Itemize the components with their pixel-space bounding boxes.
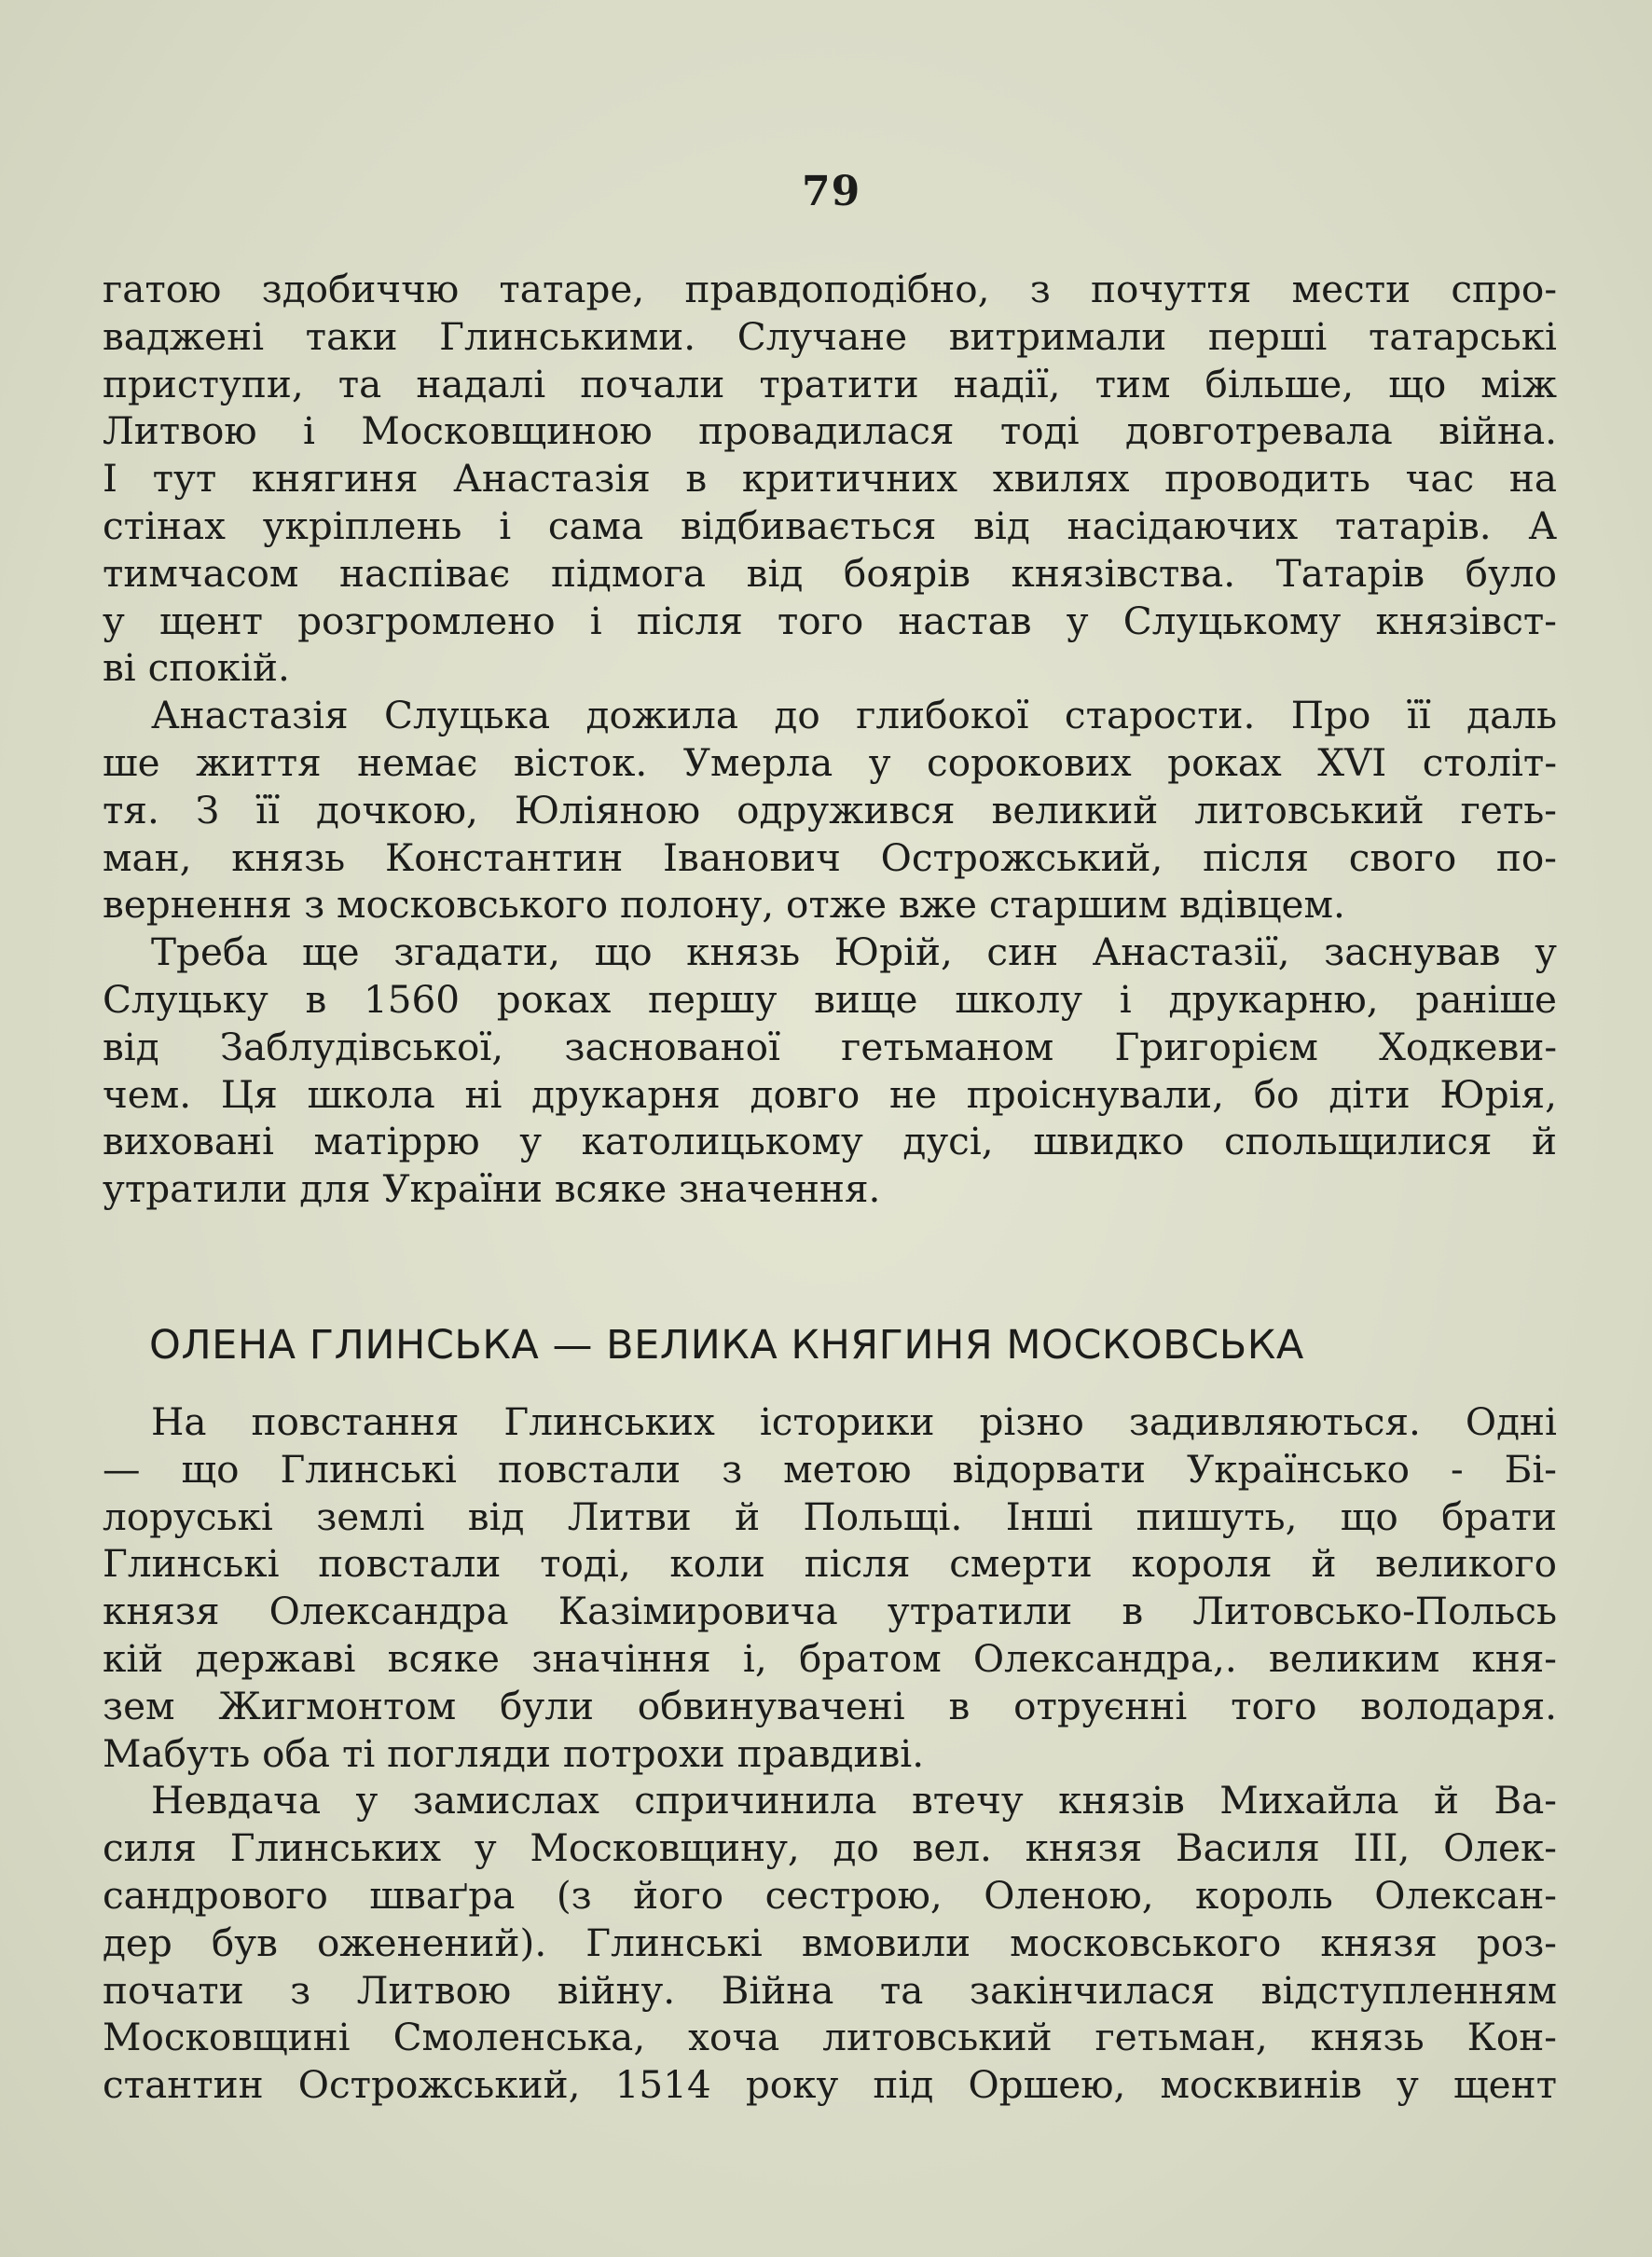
text-line: ваджені таки Глинськими. Случане витримали перші татарські <box>103 313 1557 359</box>
paragraph-4 <box>103 1398 1557 1777</box>
text-line: Треба ще згадати, що князь Юрій, син Анастазії, заснував у <box>151 929 1557 975</box>
text-line: Слуцьку в 1560 роках першу вище школу і друкарню, раніше <box>103 976 1557 1022</box>
text-line: гатою здобиччю татаре, правдоподібно, з почуття мести спро- <box>103 267 1557 311</box>
text-line: Мабуть оба ті погляди потрохи правдиві. <box>103 1730 925 1776</box>
text-line: ман, князь Константин Іванович Острожський, після свого по- <box>103 834 1557 880</box>
text-line: від Заблудівської, заснованої гетьманом Григорієм Ходкеви- <box>103 1024 1557 1069</box>
text-line: князя Олександра Казімировича утратили в Литовсько-Польсь <box>103 1589 1557 1634</box>
text-line: сандрового шваґра (з його сестрою, Оленою, король Олексан- <box>103 1872 1557 1918</box>
text-line: кій державі всяке значіння і, братом Олександра,. великим кня- <box>103 1635 1557 1681</box>
text-line: Глинські повстали тоді, коли після смерти короля й великого <box>103 1541 1557 1587</box>
text-line: виховані матіррю у католицькому дусі, швидко спольщилися й <box>103 1119 1557 1164</box>
paragraph-5 <box>103 1777 1557 2109</box>
text-line: тимчасом наспіває підмога від боярів князівства. Татарів було <box>103 550 1557 596</box>
text-line: приступи, та надалі почали тратити надії, тим більше, що між <box>103 361 1557 406</box>
article-text <box>103 1398 1557 2109</box>
text-line: Анастазія Слуцька дожила до глибокої старости. Про її даль <box>151 693 1557 738</box>
paragraph-3 <box>103 929 1557 1213</box>
paragraph-2 <box>103 692 1557 929</box>
paragraph-1 <box>103 266 1557 692</box>
text-line: І тут княгиня Анастазія в критичних хвилях проводить час на <box>103 456 1557 502</box>
continuation-text <box>103 266 1557 1213</box>
section-heading: ОЛЕНА ГЛИНСЬКА — ВЕЛИКА КНЯГИНЯ МОСКОВСЬКА <box>149 1322 1304 1369</box>
text-line: силя Глинських у Московщину, до вел. князя Василя III, Олек- <box>103 1825 1557 1871</box>
text-line: Литвою і Московщиною провадилася тоді довготревала війна. <box>103 408 1557 454</box>
page-number: 79 <box>802 168 861 215</box>
text-line: чем. Ця школа ні друкарня довго не проіснували, бо діти Юрія, <box>103 1071 1557 1117</box>
text-line: стантин Острожський, 1514 року під Оршею, москвинів у щент <box>103 2062 1557 2108</box>
text-line: дер був оженений). Глинські вмовили московського князя роз- <box>103 1920 1557 1965</box>
text-line: — що Глинські повстали з метою відорвати Українсько - Бі- <box>103 1446 1557 1492</box>
text-line: тя. З її дочкою, Юліяною одружився великий литовський геть- <box>103 787 1557 833</box>
text-line: стінах укріплень і сама відбивається від насідаючих татарів. А <box>103 502 1557 548</box>
text-line: ві спокій. <box>103 645 290 691</box>
text-line: ше життя немає вісток. Умерла у сорокових роках XVI століт- <box>103 739 1557 785</box>
text-line: у щент розгромлено і після того настав у Слуцькому князівст- <box>103 598 1557 643</box>
text-line: лоруські землі від Литви й Польщі. Інші пишуть, що брати <box>103 1493 1557 1539</box>
text-line: На повстання Глинських історики різно задивляються. Одні <box>151 1399 1557 1444</box>
text-line: утратили для України всяке значення. <box>103 1166 881 1212</box>
text-line: почати з Литвою війну. Війна та закінчилася відступленням <box>103 1967 1557 2013</box>
text-line: вернення з московського полону, отже вже старшим вдівцем. <box>103 882 1345 928</box>
text-line: Московщині Смоленська, хоча литовський гетьман, князь Кон- <box>103 2015 1557 2060</box>
text-line: Невдача у замислах спричинила втечу князів Михайла й Ва- <box>151 1778 1557 1823</box>
text-line: зем Жигмонтом були обвинувачені в отруєнні того володаря. <box>103 1683 1557 1728</box>
